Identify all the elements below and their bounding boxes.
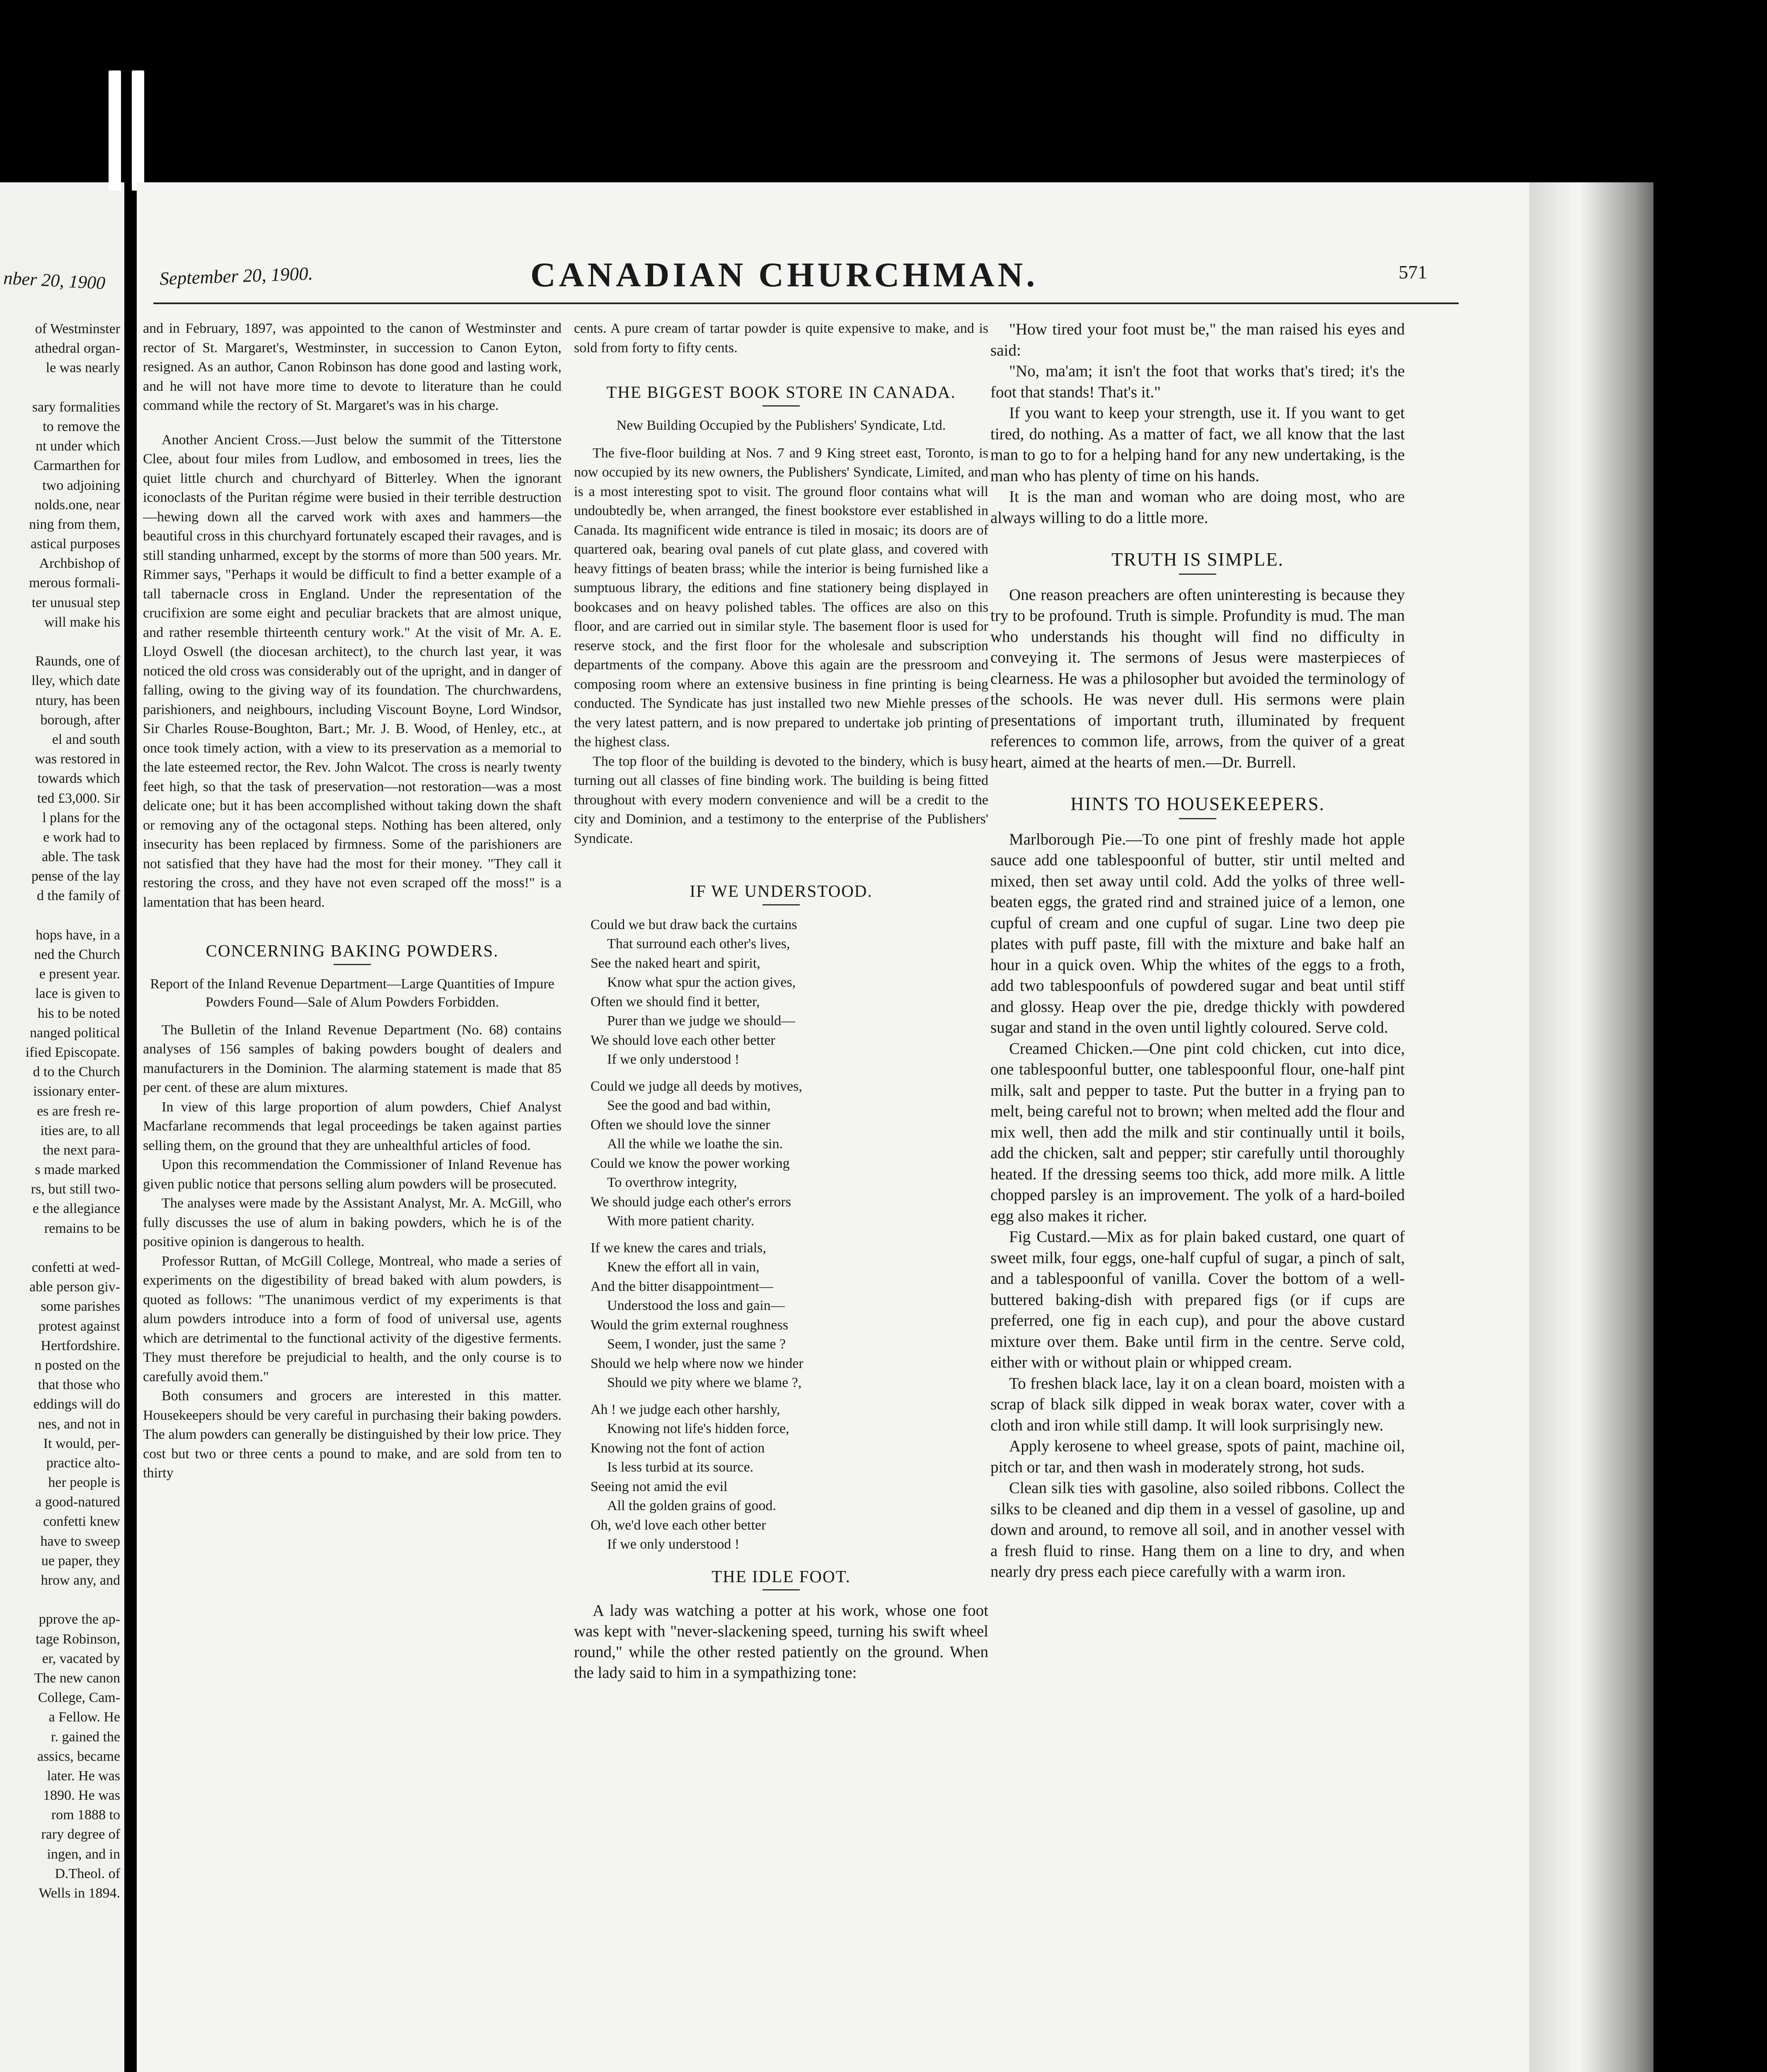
poem-line: We should judge each other's errors bbox=[591, 1194, 791, 1210]
poem-line: Often we should love the sinner bbox=[591, 1117, 770, 1133]
left-page-line: his to be noted bbox=[37, 1005, 120, 1021]
binding-mark bbox=[132, 70, 144, 191]
left-page-line: nt under which bbox=[36, 438, 120, 454]
left-page-line: College, Cam- bbox=[38, 1690, 120, 1706]
left-page-line: have to sweep bbox=[40, 1533, 120, 1549]
poem-line: See the naked heart and spirit, bbox=[591, 955, 760, 971]
left-page-line: later. He was bbox=[47, 1768, 120, 1784]
left-page-line: able person giv- bbox=[29, 1279, 120, 1295]
left-page-line: ntury, has been bbox=[35, 692, 120, 708]
newspaper-page bbox=[137, 182, 1558, 2072]
poem-stanza bbox=[591, 1077, 988, 1231]
poem-line: If we only understood ! bbox=[607, 1052, 740, 1067]
poem-stanza bbox=[591, 1400, 988, 1554]
left-page-line: some parishes bbox=[41, 1299, 120, 1314]
poem-line: Seeing not amid the evil bbox=[591, 1479, 728, 1494]
article-continuation: and in February, 1897, was appointed to the canon of Westminster and rector of St. Margaret's, Westminster, in succession to Canon Eyton, resigned. As an author, Canon Robinson has done good and lasting work, and he will not have more time to devote to literature than he could command while the rectory of St. Margaret's was in his charge. bbox=[143, 321, 562, 413]
left-page-line: practice alto- bbox=[46, 1455, 120, 1471]
left-page-line: ter unusual step bbox=[31, 595, 120, 610]
left-page-line: athedral organ- bbox=[34, 341, 120, 356]
article-continuation: cents. A pure cream of tartar powder is quite expensive to make, and is sold from forty to fifty cents. bbox=[574, 321, 988, 356]
recipe-paragraph: Creamed Chicken.—One pint cold chicken, cut into dice, one tablespoonful butter, one tablespoonful flour, one-half pint milk, salt and pepper to taste. Put the butter in a frying pan to melt, being careful not to brown; when melted add the flour and mix well, then add the milk and stir continually until it boils, add the chicken, salt and pepper; stir carefully until thoroughly heated. If the dressing seems too thick, add more milk. A little chopped parsley is an improvement. The yolk of a hard-boiled egg also makes it richer. bbox=[990, 1039, 1405, 1225]
title-rule bbox=[1179, 574, 1216, 575]
left-page-line: a good-natured bbox=[35, 1494, 120, 1510]
left-page-line: l plans for the bbox=[42, 810, 120, 825]
poem-line: With more patient charity. bbox=[607, 1213, 755, 1229]
left-page-line: r. gained the bbox=[51, 1729, 120, 1745]
left-page-line: was restored in bbox=[35, 751, 120, 767]
left-page-line: The new canon bbox=[34, 1670, 120, 1686]
left-page-line: Hertfordshire. bbox=[41, 1338, 120, 1353]
tip-paragraph: Clean silk ties with gasoline, also soiled ribbons. Collect the silks to be cleaned and dip them in a vessel of gasoline, up and down and around, to remove all soil, and in another vessel with a fresh fluid to rinse. Hang them on a line to dry, and when nearly dry press each piece carefully with a warm iron. bbox=[990, 1479, 1405, 1581]
left-page-line: protest against bbox=[38, 1318, 120, 1334]
binding-mark bbox=[109, 70, 121, 191]
poem-line: Would the grim external roughness bbox=[591, 1317, 788, 1333]
left-page-line: merous formali- bbox=[29, 575, 120, 591]
left-page-line: will make his bbox=[44, 614, 120, 630]
title-rule bbox=[762, 1589, 800, 1590]
article-paragraph: It is the man and woman who are doing most, who are always willing to do a little more. bbox=[990, 488, 1405, 527]
page-number: 571 bbox=[1399, 261, 1427, 283]
poem-line: Knew the effort all in vain, bbox=[607, 1259, 760, 1275]
left-page-line: eddings will do bbox=[33, 1397, 120, 1412]
left-page-line: er, vacated by bbox=[42, 1651, 120, 1666]
article-paragraph: If you want to keep your strength, use it. If you want to get tired, do nothing. As a matter of fact, we all know that the last man to go to for a helping hand for any new undertaking, is the man who has plenty of time on his hands. bbox=[990, 404, 1405, 485]
left-page-line: a Fellow. He bbox=[48, 1709, 120, 1725]
poem-line: Should we help where now we hinder bbox=[591, 1356, 804, 1371]
baking-powders-subtitle: Report of the Inland Revenue Department—Large Quantities of Impure Powders Found—Sale of Alum Powders Forbidden. bbox=[150, 976, 554, 1010]
left-page-line: ingen, and in bbox=[47, 1846, 120, 1862]
article-paragraph: "No, ma'am; it isn't the foot that works that's tired; it's the foot that stands! That's it." bbox=[990, 362, 1405, 401]
left-page-gap bbox=[3, 1238, 120, 1258]
poem-line: And the bitter disappointment— bbox=[591, 1278, 773, 1294]
left-page-line: able. The task bbox=[41, 849, 120, 865]
left-page-line: d to the Church bbox=[33, 1064, 120, 1080]
poem-line: All the while we loathe the sin. bbox=[607, 1136, 783, 1152]
left-page-line: ue paper, they bbox=[41, 1553, 120, 1569]
poem-stanza bbox=[591, 1239, 988, 1393]
left-page-line: that those who bbox=[38, 1377, 120, 1393]
poem-line: Purer than we judge we should— bbox=[607, 1013, 796, 1029]
left-page-line: the next para- bbox=[43, 1142, 120, 1158]
tip-paragraph: To freshen black lace, lay it on a clean board, moisten with a scrap of black silk dipped in weak borax water, cover with a cloth and iron while still damp. It will look surprisingly new. bbox=[990, 1374, 1405, 1434]
title-rule bbox=[1179, 818, 1216, 819]
left-page-line: n posted on the bbox=[34, 1357, 120, 1373]
left-page-line: s made marked bbox=[35, 1162, 120, 1178]
poem-line: Could we know the power working bbox=[591, 1155, 790, 1171]
left-page-line: assics, became bbox=[37, 1748, 120, 1764]
article-paragraph: Professor Ruttan, of McGill College, Montreal, who made a series of experiments on the digestibility of bread baked with alum powders, is quoted as follows: "The unanimous verdict of my experiments is that alum powders introduce into a form of food of universal use, agents which are detrimental to the functional activity of the digestive ferments. They must therefore be prejudicial to health, and the only course is to carefully avoid them." bbox=[143, 1253, 562, 1385]
left-page-line: rary degree of bbox=[41, 1827, 120, 1842]
left-page-line: d the family of bbox=[36, 888, 120, 904]
left-page-line: Wells in 1894. bbox=[39, 1886, 120, 1901]
left-page-line: e the allegiance bbox=[32, 1201, 120, 1217]
article-paragraph: The analyses were made by the Assistant Analyst, Mr. A. McGill, who fully discusses the use of alum in baking powders, which he is of the positive opinion is dangerous to health. bbox=[143, 1196, 562, 1249]
left-page-line: nes, and not in bbox=[38, 1416, 120, 1432]
left-page-line: ned the Church bbox=[34, 947, 120, 962]
recipe-paragraph: Fig Custard.—Mix as for plain baked custard, one quart of sweet milk, four eggs, one-half cupful of sugar, a pinch of salt, and a tablespoonful of vanilla. Cover the bottom of a well-buttered baking-dish with prepared figs (or if cups are preferred, one fig in each cup), and pour the above custard mixture over them. Bake until firm in the centre. Serve cold, either with or without plain or whipped cream. bbox=[990, 1228, 1405, 1371]
poem-line: Ah ! we judge each other harshly, bbox=[591, 1402, 780, 1417]
title-rule bbox=[762, 405, 800, 407]
article-paragraph: Upon this recommendation the Commissioner of Inland Revenue has given public notice that persons selling alum powders will be prosecuted. bbox=[143, 1157, 562, 1192]
article-paragraph: Both consumers and grocers are interested in this matter. Housekeepers should be very careful in purchasing their baking powders. The alum powders can generally be distinguished by their low price. They cost but two or three cents a pound to make, and are sold from ten to thirty bbox=[143, 1388, 562, 1481]
left-page-line: nanged political bbox=[29, 1025, 120, 1041]
baking-powders-title: CONCERNING BAKING POWDERS. bbox=[206, 941, 499, 960]
poem-line: That surround each other's lives, bbox=[607, 936, 790, 951]
article-paragraph: One reason preachers are often uninteresting is because they try to be profound. Truth is simple. Profundity is mud. The man who understands his thought will find no difficulty in conveying it. The sermons of Jesus were masterpieces of clearness. He was a philosopher but avoided the terminology of the schools. He was never dull. His sermons were plain presentations of important truth, illuminated by frequent references to common life, arrows, from the quiver of a great heart, aimed at the hearts of men.—Dr. Burrell. bbox=[990, 586, 1405, 771]
poem-line: If we only understood ! bbox=[607, 1537, 740, 1552]
book-store-subtitle: New Building Occupied by the Publishers' Syndicate, Ltd. bbox=[616, 417, 946, 433]
poem-line: Could we but draw back the curtains bbox=[591, 917, 797, 932]
hints-title: HINTS TO HOUSEKEEPERS. bbox=[1070, 794, 1325, 814]
ancient-cross-article: Another Ancient Cross.—Just below the summit of the Titterstone Clee, about four miles from Ludlow, and embosomed in trees, lies the quiet little church and churchyard of Bitterley. When the ignorant iconoclasts of the Puritan régime were busied in their terrible destruction—hewing down all the carved work with axes and hammers—the beautiful cross in this churchyard fortunately escaped their ravages, and is still standing unharmed, except by the storms of more than 500 years. Mr. Rimmer says, "Perhaps it would be difficult to find a better example of a tall tabernacle cross in England. Under the representation of the crucifixion are some eight and peculiar brackets that are almost unique, and rather resemble thirteenth century work." At the visit of Mr. A. E. Lloyd Oswell (the diocesan architect), to the church last year, it was noticed the old cross was considerably out of the upright, and in danger of falling, owing to the giving way of its foundation. The churchwardens, parishioners, and neighbours, including Viscount Boyne, Lord Windsor, Sir Charles Rouse-Boughton, Bart.; Mr. J. B. Wood, of Henley, etc., at once took timely action, with a view to its preservation as a memorial to the late esteemed rector, the Rev. John Walcot. The cross is nearly twenty feet high, so that the task of preservation—not restoration—was a most delicate one; but it has been accomplished without taking down the shaft or removing any of the octagonal steps. Nothing has been altered, only insecurity has been replaced by firmness. Some of the parishioners are not satisfied that they have had the most for their money. "They call it restoring the cross, and they have not even scraped off the moss!" is a lamentation that has been heard. bbox=[143, 432, 562, 910]
tip-paragraph: Apply kerosene to wheel grease, spots of paint, machine oil, pitch or tar, and then wash in moderately strong, hot suds. bbox=[990, 1437, 1405, 1476]
left-page-line: hops have, in a bbox=[36, 927, 120, 943]
poem-line: See the good and bad within, bbox=[607, 1098, 771, 1113]
left-page-line: pense of the lay bbox=[31, 869, 120, 884]
left-page-line: her people is bbox=[48, 1475, 120, 1491]
left-page-text bbox=[3, 319, 120, 1903]
left-page-line: rs, but still two- bbox=[31, 1181, 120, 1197]
column-3 bbox=[990, 319, 1405, 1583]
column-2 bbox=[574, 319, 988, 1683]
page-header bbox=[137, 182, 1558, 303]
left-page-line: Archbishop of bbox=[39, 556, 120, 571]
poem-line: Should we pity where we blame ?, bbox=[607, 1375, 802, 1390]
left-page-line: e present year. bbox=[39, 966, 120, 982]
recipe-paragraph: Marlborough Pie.—To one pint of freshly made hot apple sauce add one tablespoonful of butter, stir until melted and mixed, then set away until cold. Add the yolks of three well-beaten eggs, the grated rind and strained juice of a lemon, one cupful of cream and one cupful of sugar. Line two deep pie plates with puff paste, fill with the mixture and bake half an hour in a quick oven. Whip the whites of the eggs to a froth, add two tablespoonfuls of powdered sugar and beat until stiff and glossy. Heap over the pie, dredge thickly with powdered sugar and stand in the oven until lightly coloured. Serve cold. bbox=[990, 830, 1405, 1036]
left-page-line: of Westminster bbox=[35, 321, 120, 336]
article-paragraph: A lady was watching a potter at his work, whose one foot was kept with "never-slackening speed, turning his swift wheel round," while the other rested patiently on the ground. When the lady said to him in a sympathizing tone: bbox=[574, 1602, 988, 1682]
poem-title: IF WE UNDERSTOOD. bbox=[690, 881, 873, 900]
left-page-line: rom 1888 to bbox=[51, 1807, 120, 1823]
left-page-line: remains to be bbox=[44, 1220, 120, 1236]
left-page-gap bbox=[3, 632, 120, 651]
poem-line: Know what spur the action gives, bbox=[607, 975, 796, 990]
left-facing-page bbox=[0, 182, 124, 2072]
issue-date: September 20, 1900. bbox=[159, 263, 313, 289]
left-page-line: confetti knew bbox=[43, 1514, 120, 1530]
masthead-title: CANADIAN CHURCHMAN. bbox=[530, 256, 1038, 294]
truth-is-simple-title: TRUTH IS SIMPLE. bbox=[1111, 549, 1284, 570]
header-rule bbox=[153, 303, 1459, 304]
left-page-line: 1890. He was bbox=[43, 1788, 120, 1803]
title-rule bbox=[334, 964, 371, 965]
left-page-line: ities are, to all bbox=[40, 1123, 120, 1138]
left-page-line: borough, after bbox=[40, 712, 120, 728]
article-paragraph: The five-floor building at Nos. 7 and 9 King street east, Toronto, is now occupied by its new owners, the Publishers' Syndicate, Limited, and is a most interesting spot to visit. The ground floor contains what will undoubtedly be, when arranged, the finest bookstore ever established in Canada. Its magnificent wide entrance is tiled in mosaic; its doors are of quartered oak, bearing oval panels of cut plate glass, and covered with heavy fittings of beaten brass; while the interior is being furnished like a sumptuous library, the editions and fine stationery being displayed in bookcases and on heavy polished tables. The offices are also on this floor, and are carried out in similar style. The basement floor is used for reserve stock, and the first floor for the wholesale and subscription departments of the company. Above this again are the pressroom and composing room where an extensive business in fine printing is being conducted. The Syndicate has just installed two new Miehle presses of the very latest pattern, and is now prepared to undertake job printing of the highest class. bbox=[574, 445, 988, 750]
left-page-line: It would, per- bbox=[43, 1435, 120, 1451]
left-page-line: two adjoining bbox=[42, 477, 120, 493]
left-page-line: Raunds, one of bbox=[35, 654, 120, 669]
article-paragraph: The Bulletin of the Inland Revenue Department (No. 68) contains analyses of 156 samples of baking powders bought of dealers and manufacturers in the Dominion. The alarming statement is made that 85 per cent. of these are alum mixtures. bbox=[143, 1022, 562, 1095]
left-page-line: lace is given to bbox=[35, 986, 120, 1002]
left-page-line: issionary enter- bbox=[33, 1084, 120, 1099]
left-page-line: pprove the ap- bbox=[39, 1612, 120, 1627]
poem-line: Often we should find it better, bbox=[591, 994, 760, 1009]
poem-stanza bbox=[591, 915, 988, 1070]
left-page-gap bbox=[3, 378, 120, 397]
left-page-line: es are fresh re- bbox=[36, 1103, 120, 1119]
left-page-line: el and south bbox=[52, 731, 120, 747]
left-page-line: nolds.one, near bbox=[34, 497, 120, 513]
left-page-gap bbox=[3, 906, 120, 925]
article-paragraph: "How tired your foot must be," the man raised his eyes and said: bbox=[990, 320, 1405, 359]
poem-line: Is less turbid at its source. bbox=[607, 1460, 754, 1475]
left-page-line: towards which bbox=[37, 771, 120, 787]
article-paragraph: The top floor of the building is devoted to the bindery, which is busy turning out all classes of fine binding work. The building is being fitted throughout with every modern convenience and will be a credit to the city and Dominion, and a testimony to the enterprise of the Publishers' Syndicate. bbox=[574, 753, 988, 846]
left-page-gap bbox=[3, 1590, 120, 1610]
page-edge-shadow bbox=[1529, 182, 1653, 2072]
left-page-line: e work had to bbox=[43, 829, 120, 845]
left-page-line: confetti at wed- bbox=[31, 1260, 120, 1275]
left-page-line: tage Robinson, bbox=[36, 1631, 120, 1647]
left-page-line: astical purposes bbox=[30, 536, 120, 552]
poem-line: If we knew the cares and trials, bbox=[591, 1240, 766, 1256]
left-page-line: ified Episcopate. bbox=[25, 1044, 120, 1060]
poem-line: Oh, we'd love each other better bbox=[591, 1517, 766, 1533]
poem-line: All the golden grains of good. bbox=[607, 1498, 776, 1513]
left-page-line: ted £3,000. Sir bbox=[37, 790, 120, 806]
poem-line: Seem, I wonder, just the same ? bbox=[607, 1336, 786, 1352]
article-paragraph: In view of this large proportion of alum powders, Chief Analyst Macfarlane recommends that legal proceedings be taken against parties selling them, on the ground that they are unhealthful articles of food. bbox=[143, 1099, 562, 1153]
left-page-header: nber 20, 1900 bbox=[3, 267, 106, 293]
left-page-line: sary formalities bbox=[32, 399, 120, 415]
poem-line: Knowing not life's hidden force, bbox=[607, 1421, 789, 1436]
left-page-line: lley, which date bbox=[31, 673, 120, 689]
book-store-title: THE BIGGEST BOOK STORE IN CANADA. bbox=[606, 382, 956, 402]
poem-line: Understood the loss and gain— bbox=[607, 1298, 785, 1313]
left-page-line: Carmarthen for bbox=[34, 458, 120, 474]
left-page-line: hrow any, and bbox=[41, 1573, 120, 1588]
left-page-line: le was nearly bbox=[46, 360, 120, 376]
poem-line: We should love each other better bbox=[591, 1032, 775, 1048]
left-page-line: ning from them, bbox=[29, 516, 120, 532]
poem-line: Knowing not the font of action bbox=[591, 1440, 765, 1456]
column-1 bbox=[143, 319, 562, 1483]
idle-foot-title: THE IDLE FOOT. bbox=[712, 1566, 851, 1586]
title-rule bbox=[762, 904, 800, 905]
left-page-line: D.Theol. of bbox=[55, 1866, 120, 1881]
poem-line: To overthrow integrity, bbox=[607, 1175, 737, 1190]
poem-line: Could we judge all deeds by motives, bbox=[591, 1078, 802, 1094]
left-page-line: to remove the bbox=[43, 419, 120, 434]
